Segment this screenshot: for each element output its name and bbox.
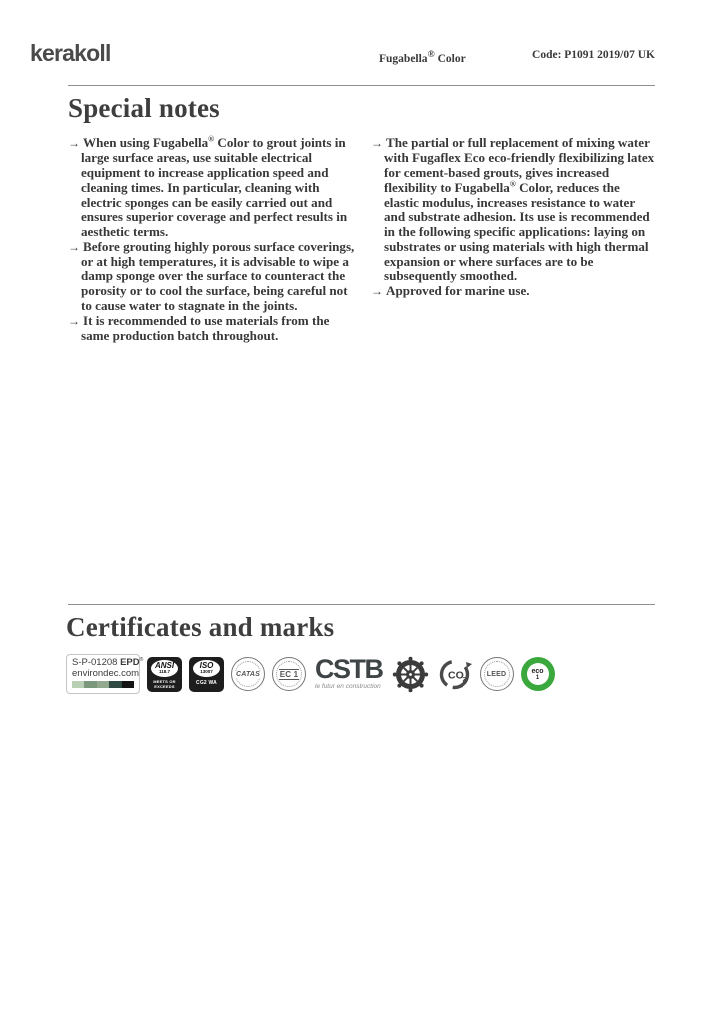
arrow-bullet-icon: → [371, 284, 383, 299]
svg-text:2: 2 [462, 676, 466, 684]
certificates-section [66, 611, 666, 694]
ansi-band: MEETS OR EXCEEDS [153, 678, 176, 689]
special-notes-title: Special notes [68, 93, 220, 123]
note-item [68, 240, 355, 314]
note-text: Before grouting highly porous surface coverings, or at high temperatures, it is advisable to wipe a damp sponge over the surface to counteract the porosity or to cool the surface, being careful not to cause water to stagnate in the joints. [81, 238, 355, 313]
note-text: The partial or full replacement of mixing water with Fugaflex Eco eco-friendly flexibilizing latex for cement-based grouts, gives increased flexibility to Fugabella® Color, reduces the elastic modulus, increases resistance to water and substrate adhesion. Its use is recommended in the following specific applications: laying on substrates or using materials with high thermal expansion or where surfaces are to be subsequently smoothed. [384, 135, 655, 284]
arrow-bullet-icon: → [68, 136, 80, 151]
iso-13007-badge [189, 657, 224, 692]
ansi-oval: ANSI 118.7 [151, 660, 178, 677]
note-item [68, 314, 355, 344]
section-divider [68, 604, 655, 605]
eco-badge [521, 657, 555, 691]
epd-color-segment [122, 681, 134, 688]
epd-site-line: environdec.com [72, 667, 140, 679]
note-text: When using Fugabella® Color to grout joints in large surface areas, use suitable electrical equipment to increase application speed and cleaning times. In particular, cleaning with electric sponges can be easily carried out and ensures superior coverage and perfect results in aesthetic terms. [81, 135, 348, 240]
notes-column-left [68, 136, 355, 343]
arrow-bullet-icon: → [68, 239, 80, 254]
epd-color-segment [72, 681, 84, 688]
document-code: Code: P1091 2019/07 UK [532, 49, 655, 61]
svg-text:CO: CO [447, 669, 464, 682]
certificates-title: Certificates and marks [66, 612, 335, 642]
leed-seal: LEED [480, 657, 514, 691]
arrow-bullet-icon: → [371, 136, 383, 151]
catas-seal: CATAS [231, 657, 265, 691]
epd-color-segment [97, 681, 109, 688]
note-item [68, 136, 355, 239]
note-item [371, 136, 658, 284]
marine-wheel-icon [392, 656, 429, 693]
special-notes-section [68, 92, 658, 343]
kerakoll-logo: kerakoll [30, 40, 111, 66]
cstb-logo: CSTB le futur en construction [315, 654, 383, 691]
ansi-118-7-badge [147, 657, 182, 692]
note-text: Approved for marine use. [386, 283, 530, 299]
epd-id-line: S-P-01208 EPD® [72, 657, 144, 669]
header-divider [68, 85, 655, 86]
iso-band: CG2 WA [196, 679, 217, 686]
note-text: It is recommended to use materials from the same production batch throughout. [81, 312, 330, 343]
notes-column-right [371, 136, 658, 343]
co2-arrows-seal [436, 656, 473, 693]
epd-color-segment [109, 681, 121, 688]
epd-color-strip [72, 681, 134, 688]
eco-badge-center: eco 1 [527, 663, 549, 685]
epd-environdec-badge [66, 654, 144, 694]
epd-color-segment [84, 681, 96, 688]
emicode-ec1-seal: EC 1 [272, 657, 306, 691]
certificate-logos-row [66, 654, 666, 694]
arrow-bullet-icon: → [68, 313, 80, 328]
iso-oval: ISO 13007 [193, 660, 220, 677]
special-notes-columns [68, 136, 658, 343]
product-title: Fugabella® Color [379, 49, 466, 65]
note-item [371, 284, 658, 299]
